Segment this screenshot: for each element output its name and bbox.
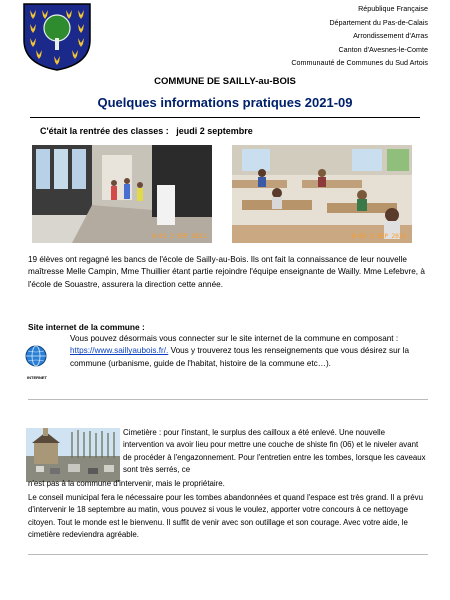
photo-date-stamp: 8-05 2 SEP 2021 [351,233,406,240]
rentree-heading [40,126,253,136]
section-divider [28,554,428,555]
cemetery-photo [26,428,120,482]
header-line: Canton d'Avesnes-le-Comte [338,44,428,54]
header-line: République Française [358,4,428,13]
cemetery-intro-text: Cimetière : pour l'instant, le surplus des cailloux a été enlevé. Une nouvelle intervention va avoir lieu pour mettre une couche de shiste fin (06) et le niveler avant de procéder à l'engazonnement. Pour l'entretien entre les tombes, lorsque les caveaux sont très serrés, ce [123,428,426,474]
header-line: Arrondissement d'Arras [353,31,428,41]
rentree-text: 19 élèves ont regagné les bancs de l'école de Sailly-au-Bois. Ils ont fait la connaissance de leur nouvelle maîtresse Melle Campin, Mme Thuillier étant partie rejoindre l'équipe enseignante de Wailly. Mme Lefebvre, à l'école de Souastre, assurera la direction cette année. [28,255,425,289]
site-heading: Site internet de la commune : [28,322,145,332]
photo-date-stamp: 8-01 2 SEP 2021 [151,233,206,240]
website-link[interactable]: https://www.saillyaubois.fr/. [70,346,169,356]
site-text-after: Vous y trouverez tous les renseignements que vous désirez sur la commune (urbanisme, guide de l'habitat, histoire de la commune etc…). [70,346,410,368]
administrative-header [198,2,428,70]
header-line: Communauté de Communes du Sud Artois [291,58,428,68]
page-title: Quelques informations pratiques 2021-09 [97,95,353,110]
section-divider [28,399,428,400]
site-text [70,333,426,370]
internet-icon-label: INTERNET [27,375,47,380]
school-corridor-photo [32,145,212,243]
cemetery-volunteer-text: Le conseil municipal fera le nécessaire pour les tombes abandonnées et quand l'espace est très grand. Il a prévu d'intervenir le 18 septembre au matin, vous pouvez si vous le voulez, apporter votre concours à ce nettoyage citoyen. Tout le monde est le bienvenu. Il suffit de venir avec son outillage et son courage. Avec votre aide, le cimetière redeviendra agréable. [28,493,423,539]
classroom-photo [232,145,412,243]
title-underline [30,117,420,118]
header-line: Département du Pas-de-Calais [329,17,428,27]
commune-name: COMMUNE DE SAILLY-au-BOIS [154,76,296,87]
cemetery-continuation-text: n'est pas à la commune d'intervenir, mais le propriétaire. [28,479,225,488]
site-text-before: Vous pouvez désormais vous connecter sur le site internet de la commune en composant : [70,334,399,343]
rentree-date: jeudi 2 septembre [176,126,253,136]
coat-of-arms-logo [22,2,92,72]
internet-globe-icon [24,343,48,377]
rentree-heading-text: C'était la rentrée des classes : [40,126,169,136]
